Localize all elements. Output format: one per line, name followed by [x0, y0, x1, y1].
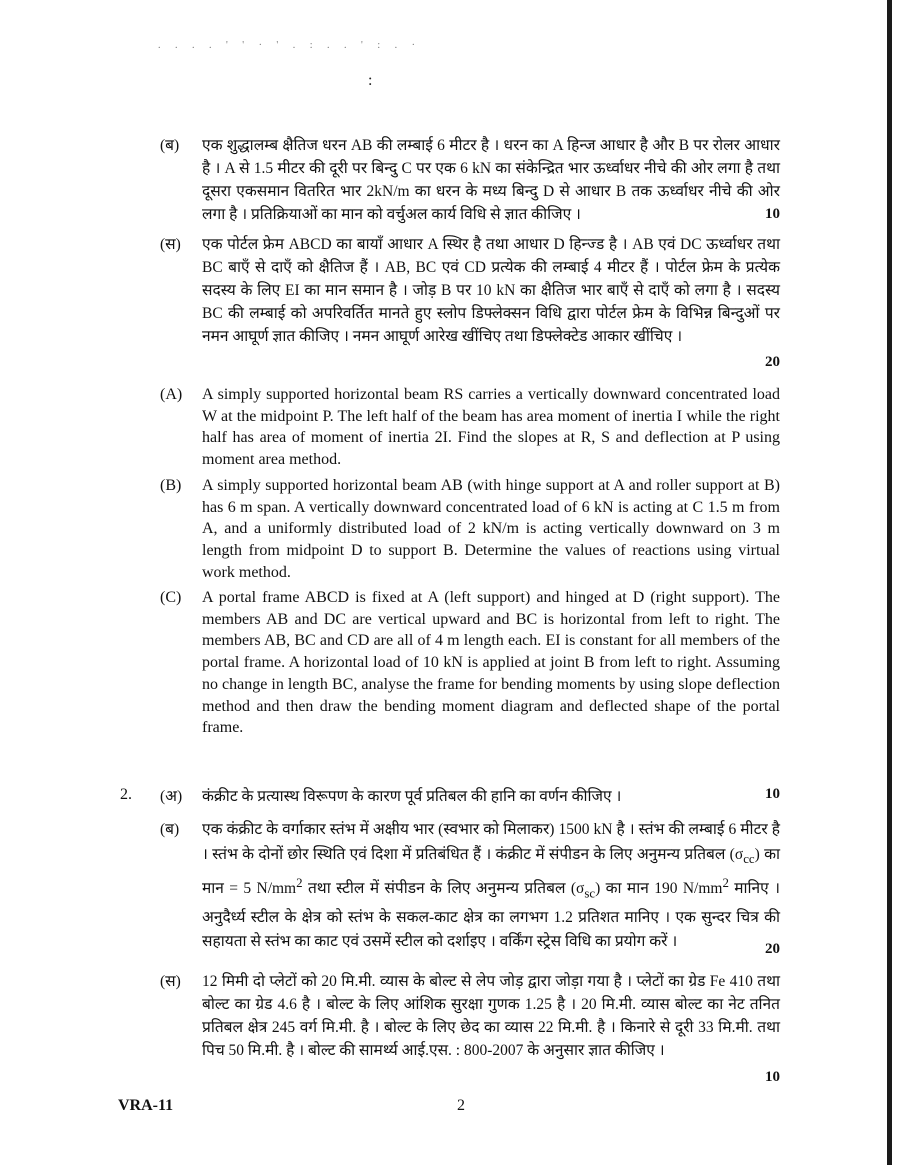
question-number: 2.	[120, 786, 132, 803]
question-label: (C)	[160, 589, 182, 606]
question-en-c	[160, 587, 780, 739]
question-2a	[160, 785, 780, 808]
scan-edge	[887, 0, 892, 1165]
question-text: एक पोर्टल फ्रेम ABCD का बायाँ आधार A स्थिर है तथा आधार D हिन्ज्ड है । AB एवं DC ऊर्ध्वाधर तथा BC बाएँ से दाएँ को क्षैतिज हैं । AB, BC एवं CD प्रत्येक की लम्बाई 4 मीटर हैं । पोर्टल फ्रेम के प्रत्येक सदस्य के लिए EI का मान समान है । जोड़ B पर 10 kN का क्षैतिज भार बाएँ से दाएँ को लगा है । सदस्य BC की लम्बाई को अपरिवर्तित मानते हुए स्लोप डिफ्लेक्सन विधि द्वारा पोर्टल फ्रेम के विभिन्न बिन्दुओं पर नमन आघूर्ण ज्ञात कीजिए । नमन आघूर्ण आरेख खींचिए तथा डिफ्लेक्टेड आकार खींचिए ।	[202, 236, 780, 345]
marks: 10	[765, 206, 780, 222]
scan-speck-mark: :	[368, 72, 379, 89]
question-label: (ब)	[160, 137, 180, 154]
question-label: (A)	[160, 386, 183, 403]
question-text: कंक्रीट के प्रत्यास्थ विरूपण के कारण पूर्व प्रतिबल की हानि का वर्णन कीजिए ।	[202, 788, 622, 805]
question-text: 12 मिमी दो प्लेटों को 20 मि.मी. व्यास के बोल्ट से लेप जोड़ द्वारा जोड़ा गया है । प्लेटों का ग्रेड Fe 410 तथा बोल्ट का ग्रेड 4.6 है । बोल्ट के लिए आंशिक सुरक्षा गुणक 1.25 है । 20 मि.मी. व्यास बोल्ट का नेट तनित प्रतिबल क्षेत्र 245 वर्ग मि.मी. है । बोल्ट के लिए छेद का व्यास 22 मि.मी. है । किनारे से दूरी 33 मि.मी. तथा पिच 50 मि.मी. है । बोल्ट की सामर्थ्य आई.एस. : 800-2007 के अनुसार ज्ञात कीजिए ।	[202, 973, 780, 1059]
question-text: एक कंक्रीट के वर्गाकार स्तंभ में अक्षीय भार (स्वभार को मिलाकर) 1500 kN है । स्तंभ की लम्बाई 6 मीटर है । स्तंभ के दोनों छोर स्थिति एवं दिशा में प्रतिबंधित हैं । कंक्रीट में संपीडन के लिए अनुमन्य प्रतिबल $(\sigma_{cc})$ का मान = 5 $N/mm^2$ तथा स्टील में संपीडन के लिए अनुमन्य प्रतिबल $(\sigma_{sc})$ का मान 190 $N/mm^2$ मानिए । अनुदैर्ध्य स्टील के क्षेत्र को स्तंभ के सकल-काट क्षेत्र का लगभग 1.2 प्रतिशत मानिए । एक सुन्दर चित्र की सहायता से स्तंभ का काट एवं उसमें स्टील को दर्शाइए । वर्किंग स्ट्रेस विधि का प्रयोग करें ।	[202, 821, 780, 951]
question-text: A simply supported horizontal beam RS carries a vertically downward concentrated load W at the midpoint P. The left half of the beam has area moment of inertia I while the right half has area of moment of inertia 2I. Find the slopes at R, S and deflection at P using moment area method.	[202, 386, 780, 469]
question-text: A simply supported horizontal beam AB (with hinge support at A and roller support at B) has 6 m span. A vertically downward concentrated load of 6 kN is acting at C 1.5 m from A, and a uniformly distributed load of 2 kN/m is acting vertically downward on 3 m length from midpoint D to support B. Determine the values of reactions using virtual work method.	[202, 477, 780, 581]
marks: 20	[765, 354, 780, 370]
paper-code: VRA-11	[118, 1097, 174, 1114]
marks: 20	[765, 941, 780, 957]
question-label: (ब)	[160, 821, 180, 838]
marks: 10	[765, 1069, 780, 1085]
scan-specks: . . . . ' ' · ' . : . . ' : . ·	[158, 40, 421, 51]
page-number: 2	[457, 1097, 465, 1114]
question-label: (B)	[160, 477, 182, 494]
question-2b	[160, 818, 780, 955]
question-2c	[160, 970, 780, 1062]
question-en-b	[160, 475, 780, 584]
question-hindi-b	[160, 134, 780, 226]
question-label: (स)	[160, 236, 181, 253]
marks: 10	[765, 786, 780, 802]
question-text: A portal frame ABCD is fixed at A (left support) and hinged at D (right support). The members AB and DC are vertical upward and BC is horizontal from left to right. The members AB, BC and CD are all of 4 m length each. EI is constant for all members of the portal frame. A horizontal load of 10 kN is applied at joint B from left to right. Assuming no change in length BC, analyse the frame for bending moments by using slope deflection method and then draw the bending moment diagram and deflected shape of the portal frame.	[202, 589, 780, 737]
question-hindi-c	[160, 233, 780, 348]
question-en-a	[160, 384, 780, 471]
question-label: (अ)	[160, 788, 183, 805]
question-text: एक शुद्धालम्ब क्षैतिज धरन AB की लम्बाई 6 मीटर है । धरन का A हिन्ज आधार है और B पर रोलर आधार है । A से 1.5 मीटर की दूरी पर बिन्दु C पर एक 6 kN का संकेन्द्रित भार ऊर्ध्वाधर नीचे की ओर लगा है तथा दूसरा एकसमान वितरित भार 2kN/m का धरन के मध्य बिन्दु D से आधार B तक ऊर्ध्वाधर नीचे की ओर लगा है । प्रतिक्रियाओं का मान को वर्चुअल कार्य विधि से ज्ञात कीजिए ।	[202, 137, 780, 223]
question-label: (स)	[160, 973, 181, 990]
